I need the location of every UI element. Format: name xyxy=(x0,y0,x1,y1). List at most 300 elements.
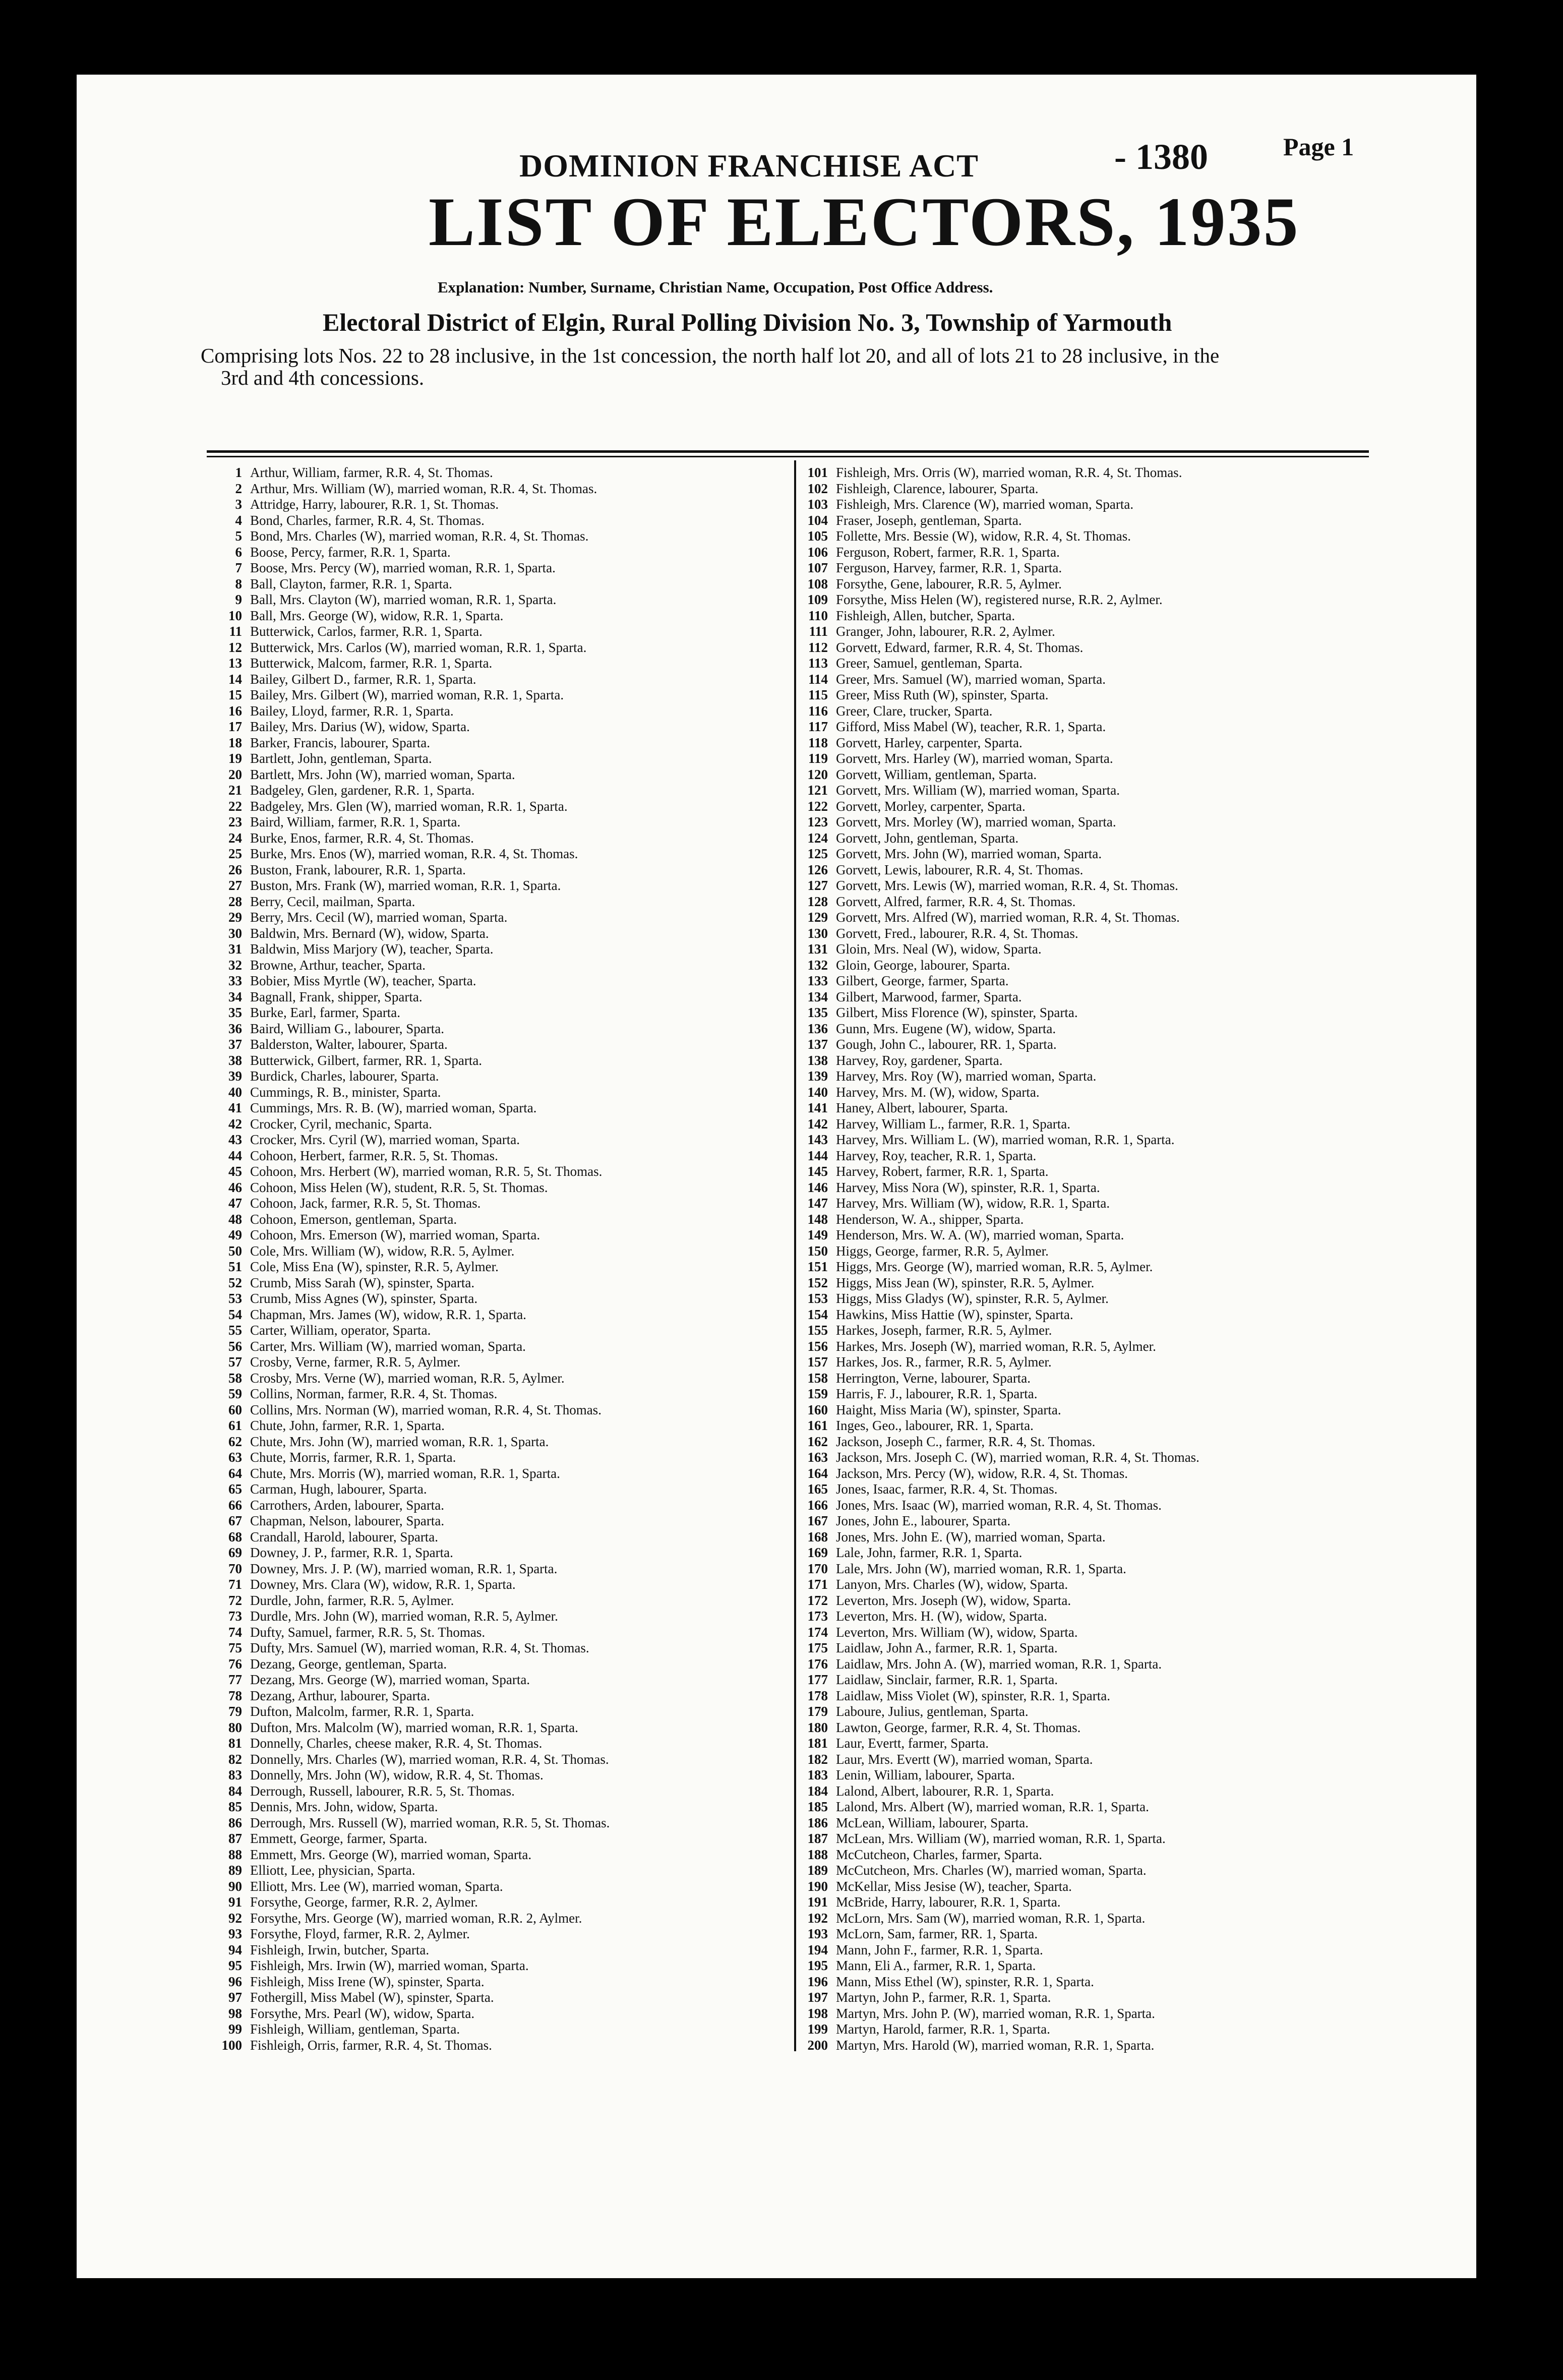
elector-number: 109 xyxy=(807,592,828,607)
elector-number: 1 xyxy=(235,465,242,480)
elector-entry xyxy=(199,1196,792,1212)
elector-entry xyxy=(798,1942,1382,1958)
elector-number: 9 xyxy=(235,592,242,607)
elector-details: Cohoon, Emerson, gentleman, Sparta. xyxy=(250,1211,457,1227)
elector-details: Laboure, Julius, gentleman, Sparta. xyxy=(836,1704,1029,1719)
elector-number: 132 xyxy=(807,957,828,973)
elector-entry xyxy=(199,2038,792,2054)
elector-number: 194 xyxy=(807,1942,828,1957)
elector-details: Buston, Mrs. Frank (W), married woman, R.R. 1, Sparta. xyxy=(250,878,561,893)
elector-entry xyxy=(199,1640,792,1656)
elector-details: Boose, Percy, farmer, R.R. 1, Sparta. xyxy=(250,544,451,560)
elector-number: 161 xyxy=(807,1418,828,1433)
elector-number: 92 xyxy=(228,1910,242,1926)
elector-entry xyxy=(798,687,1382,703)
elector-details: Crosby, Verne, farmer, R.R. 5, Aylmer. xyxy=(250,1354,461,1370)
elector-number: 87 xyxy=(228,1831,242,1846)
elector-number: 147 xyxy=(807,1196,828,1211)
elector-details: Burdick, Charles, labourer, Sparta. xyxy=(250,1068,439,1084)
elector-number: 4 xyxy=(235,512,242,528)
elector-details: Ferguson, Harvey, farmer, R.R. 1, Sparta. xyxy=(836,560,1062,575)
elector-entry xyxy=(798,672,1382,688)
elector-details: Higgs, Miss Gladys (W), spinster, R.R. 5, Aylmer. xyxy=(836,1291,1109,1306)
elector-details: Mann, John F., farmer, R.R. 1, Sparta. xyxy=(836,1942,1043,1957)
elector-number: 19 xyxy=(228,751,242,766)
elector-number: 167 xyxy=(807,1513,828,1528)
elector-details: McLean, William, labourer, Sparta. xyxy=(836,1815,1029,1830)
elector-number: 195 xyxy=(807,1958,828,1973)
elector-entry xyxy=(798,1911,1382,1927)
elector-details: Martyn, Mrs. Harold (W), married woman, R.R. 1, Sparta. xyxy=(836,2037,1155,2053)
elector-number: 30 xyxy=(228,925,242,941)
elector-details: Fishleigh, Mrs. Orris (W), married woman, R.R. 4, St. Thomas. xyxy=(836,465,1182,480)
elector-number: 180 xyxy=(807,1719,828,1735)
elector-details: Baird, William G., labourer, Sparta. xyxy=(250,1021,444,1036)
elector-details: Gorvett, John, gentleman, Sparta. xyxy=(836,830,1019,846)
elector-details: Emmett, George, farmer, Sparta. xyxy=(250,1831,428,1846)
elector-details: Lalond, Mrs. Albert (W), married woman, R.R. 1, Sparta. xyxy=(836,1799,1149,1814)
elector-entry xyxy=(199,910,792,926)
elector-details: Downey, Mrs. Clara (W), widow, R.R. 1, Sparta. xyxy=(250,1577,516,1592)
elector-entry xyxy=(798,1815,1382,1831)
elector-number: 25 xyxy=(228,846,242,861)
elector-number: 134 xyxy=(807,989,828,1004)
electors-column-left xyxy=(199,465,792,2053)
elector-entry xyxy=(199,1720,792,1736)
elector-entry xyxy=(199,719,792,735)
elector-number: 135 xyxy=(807,1005,828,1020)
elector-entry xyxy=(798,497,1382,513)
elector-number: 77 xyxy=(228,1672,242,1687)
elector-details: Burke, Earl, farmer, Sparta. xyxy=(250,1005,401,1020)
elector-entry xyxy=(199,1879,792,1895)
elector-entry xyxy=(199,1498,792,1514)
elector-number: 61 xyxy=(228,1418,242,1433)
elector-number: 191 xyxy=(807,1894,828,1910)
column-divider xyxy=(794,460,796,2051)
elector-entry xyxy=(798,1164,1382,1180)
elector-details: Ball, Mrs. George (W), widow, R.R. 1, Sparta. xyxy=(250,608,504,623)
elector-number: 199 xyxy=(807,2021,828,2037)
elector-number: 60 xyxy=(228,1402,242,1417)
elector-number: 18 xyxy=(228,735,242,750)
elector-number: 133 xyxy=(807,973,828,988)
elector-details: Forsythe, Miss Helen (W), registered nurse, R.R. 2, Aylmer. xyxy=(836,592,1163,607)
document-number: - 1380 xyxy=(1114,137,1208,177)
elector-details: Ferguson, Robert, farmer, R.R. 1, Sparta. xyxy=(836,544,1060,560)
elector-details: Gorvett, Mrs. Alfred (W), married woman, R.R. 4, St. Thomas. xyxy=(836,910,1180,925)
elector-number: 168 xyxy=(807,1529,828,1544)
elector-entry xyxy=(798,1434,1382,1450)
elector-entry xyxy=(798,1720,1382,1736)
elector-number: 43 xyxy=(228,1132,242,1147)
elector-number: 71 xyxy=(228,1577,242,1592)
elector-entry xyxy=(798,2006,1382,2022)
elector-details: Harkes, Mrs. Joseph (W), married woman, R.R. 5, Aylmer. xyxy=(836,1338,1156,1354)
elector-number: 10 xyxy=(228,608,242,623)
elector-entry xyxy=(798,894,1382,910)
elector-entry xyxy=(798,767,1382,783)
elector-number: 47 xyxy=(228,1196,242,1211)
elector-entry xyxy=(798,1466,1382,1482)
elector-number: 52 xyxy=(228,1275,242,1290)
elector-entry xyxy=(798,1990,1382,2006)
elector-details: McBride, Harry, labourer, R.R. 1, Sparta. xyxy=(836,1894,1061,1910)
elector-details: Cohoon, Miss Helen (W), student, R.R. 5, St. Thomas. xyxy=(250,1179,548,1195)
elector-entry xyxy=(798,2021,1382,2038)
elector-entry xyxy=(798,481,1382,497)
elector-number: 144 xyxy=(807,1148,828,1163)
elector-number: 113 xyxy=(808,656,828,671)
elector-entry xyxy=(798,703,1382,720)
elector-entry xyxy=(199,862,792,878)
elector-details: Fishleigh, Mrs. Irwin (W), married woman, Sparta. xyxy=(250,1958,529,1973)
elector-details: Gloin, Mrs. Neal (W), widow, Sparta. xyxy=(836,941,1042,957)
elector-details: McKellar, Miss Jesise (W), teacher, Sparta. xyxy=(836,1878,1072,1894)
elector-details: Henderson, Mrs. W. A. (W), married woman, Sparta. xyxy=(836,1227,1124,1242)
elector-details: Gorvett, Morley, carpenter, Sparta. xyxy=(836,798,1026,814)
elector-details: Harvey, Miss Nora (W), spinster, R.R. 1, Sparta. xyxy=(836,1179,1100,1195)
elector-details: Chute, Mrs. Morris (W), married woman, R.R. 1, Sparta. xyxy=(250,1465,560,1481)
elector-details: Bailey, Mrs. Gilbert (W), married woman, R.R. 1, Sparta. xyxy=(250,687,564,702)
elector-number: 185 xyxy=(807,1799,828,1814)
elector-number: 112 xyxy=(808,639,828,655)
elector-entry xyxy=(199,1577,792,1593)
elector-details: Bond, Charles, farmer, R.R. 4, St. Thomas. xyxy=(250,512,485,528)
elector-entry xyxy=(199,1100,792,1116)
elector-number: 31 xyxy=(228,941,242,957)
elector-details: Forsythe, Mrs. George (W), married woman, R.R. 2, Aylmer. xyxy=(250,1910,582,1926)
elector-entry xyxy=(798,1196,1382,1212)
elector-number: 27 xyxy=(228,878,242,893)
elector-entry xyxy=(199,989,792,1005)
elector-details: Granger, John, labourer, R.R. 2, Aylmer. xyxy=(836,624,1055,639)
elector-number: 102 xyxy=(807,481,828,496)
elector-entry xyxy=(798,1418,1382,1434)
elector-number: 35 xyxy=(228,1005,242,1020)
elector-number: 164 xyxy=(807,1465,828,1481)
elector-entry xyxy=(798,862,1382,878)
elector-number: 178 xyxy=(807,1688,828,1703)
elector-details: Barker, Francis, labourer, Sparta. xyxy=(250,735,430,750)
elector-entry xyxy=(798,640,1382,656)
elector-details: Derrough, Russell, labourer, R.R. 5, St. Thomas. xyxy=(250,1783,515,1799)
elector-entry xyxy=(199,799,792,815)
elector-details: Gilbert, George, farmer, Sparta. xyxy=(836,973,1009,988)
elector-details: Berry, Cecil, mailman, Sparta. xyxy=(250,894,415,909)
elector-entry xyxy=(798,783,1382,799)
elector-details: Martyn, Harold, farmer, R.R. 1, Sparta. xyxy=(836,2021,1050,2037)
elector-number: 162 xyxy=(807,1434,828,1449)
elector-number: 64 xyxy=(228,1465,242,1481)
elector-number: 184 xyxy=(807,1783,828,1799)
explanation-line: Explanation: Number, Surname, Christian Name, Occupation, Post Office Address. xyxy=(438,278,993,296)
elector-entry xyxy=(199,1450,792,1466)
elector-details: Harkes, Jos. R., farmer, R.R. 5, Aylmer. xyxy=(836,1354,1052,1370)
elector-entry xyxy=(798,1926,1382,1942)
elector-number: 57 xyxy=(228,1354,242,1370)
elector-number: 150 xyxy=(807,1243,828,1259)
elector-details: Dufton, Malcolm, farmer, R.R. 1, Sparta. xyxy=(250,1704,474,1719)
elector-details: Gorvett, Edward, farmer, R.R. 4, St. Thomas. xyxy=(836,639,1084,655)
elector-details: Chute, John, farmer, R.R. 1, Sparta. xyxy=(250,1418,445,1433)
elector-number: 11 xyxy=(229,624,242,639)
elector-number: 139 xyxy=(807,1068,828,1084)
elector-entry xyxy=(798,1291,1382,1307)
elector-number: 75 xyxy=(228,1640,242,1655)
elector-number: 93 xyxy=(228,1926,242,1941)
elector-entry xyxy=(798,624,1382,640)
elector-entry xyxy=(798,1085,1382,1101)
elector-details: Higgs, Miss Jean (W), spinster, R.R. 5, Aylmer. xyxy=(836,1275,1095,1290)
elector-number: 125 xyxy=(807,846,828,861)
elector-entry xyxy=(199,1085,792,1101)
elector-entry xyxy=(798,1656,1382,1673)
elector-entry xyxy=(199,1561,792,1577)
elector-number: 131 xyxy=(807,941,828,957)
elector-entry xyxy=(798,1021,1382,1037)
elector-number: 104 xyxy=(807,512,828,528)
elector-entry xyxy=(199,624,792,640)
elector-number: 98 xyxy=(228,2005,242,2021)
elector-details: Donnelly, Charles, cheese maker, R.R. 4, St. Thomas. xyxy=(250,1736,543,1751)
elector-entry xyxy=(199,735,792,751)
elector-number: 62 xyxy=(228,1434,242,1449)
elector-details: Mann, Eli A., farmer, R.R. 1, Sparta. xyxy=(836,1958,1036,1973)
elector-number: 50 xyxy=(228,1243,242,1259)
elector-details: Jones, Mrs. Isaac (W), married woman, R.R. 4, St. Thomas. xyxy=(836,1497,1162,1513)
elector-details: Cohoon, Jack, farmer, R.R. 5, St. Thomas. xyxy=(250,1196,481,1211)
elector-entry xyxy=(798,1307,1382,1323)
elector-details: Fishleigh, Clarence, labourer, Sparta. xyxy=(836,481,1039,496)
elector-details: Carman, Hugh, labourer, Sparta. xyxy=(250,1481,427,1497)
elector-entry xyxy=(798,1529,1382,1545)
elector-number: 149 xyxy=(807,1227,828,1242)
elector-entry xyxy=(798,1799,1382,1815)
elector-number: 51 xyxy=(228,1259,242,1274)
comprising-text xyxy=(201,344,1375,389)
elector-details: Fothergill, Miss Mabel (W), spinster, Sparta. xyxy=(250,1990,494,2005)
elector-entry xyxy=(199,1545,792,1561)
elector-details: Cohoon, Herbert, farmer, R.R. 5, St. Thomas. xyxy=(250,1148,498,1163)
elector-number: 80 xyxy=(228,1719,242,1735)
elector-number: 40 xyxy=(228,1084,242,1100)
elector-number: 78 xyxy=(228,1688,242,1703)
elector-entry xyxy=(199,1752,792,1768)
elector-details: Laur, Mrs. Evertt (W), married woman, Sparta. xyxy=(836,1751,1093,1767)
elector-details: Harris, F. J., labourer, R.R. 1, Sparta. xyxy=(836,1386,1038,1401)
elector-details: Fishleigh, Irwin, butcher, Sparta. xyxy=(250,1942,430,1957)
elector-entry xyxy=(199,640,792,656)
elector-details: Donnelly, Mrs. John (W), widow, R.R. 4, St. Thomas. xyxy=(250,1767,544,1782)
elector-number: 165 xyxy=(807,1481,828,1497)
elector-number: 72 xyxy=(228,1592,242,1608)
elector-details: Harvey, Robert, farmer, R.R. 1, Sparta. xyxy=(836,1164,1049,1179)
elector-number: 122 xyxy=(807,798,828,814)
elector-number: 88 xyxy=(228,1847,242,1862)
elector-number: 187 xyxy=(807,1831,828,1846)
elector-number: 82 xyxy=(228,1751,242,1767)
elector-number: 73 xyxy=(228,1609,242,1624)
electors-column-right xyxy=(798,465,1382,2053)
elector-number: 21 xyxy=(228,783,242,798)
elector-number: 86 xyxy=(228,1815,242,1830)
elector-number: 89 xyxy=(228,1863,242,1878)
elector-details: Leverton, Mrs. Joseph (W), widow, Sparta. xyxy=(836,1592,1071,1608)
elector-details: Haight, Miss Maria (W), spinster, Sparta. xyxy=(836,1402,1061,1417)
elector-entry xyxy=(199,1180,792,1196)
elector-entry xyxy=(199,1116,792,1133)
elector-number: 179 xyxy=(807,1704,828,1719)
elector-entry xyxy=(199,1164,792,1180)
elector-number: 189 xyxy=(807,1863,828,1878)
elector-number: 45 xyxy=(228,1164,242,1179)
elector-details: Fishleigh, Orris, farmer, R.R. 4, St. Thomas. xyxy=(250,2037,492,2053)
elector-details: Dufty, Mrs. Samuel (W), married woman, R.R. 4, St. Thomas. xyxy=(250,1640,589,1655)
elector-number: 3 xyxy=(235,497,242,512)
elector-number: 156 xyxy=(807,1338,828,1354)
elector-number: 81 xyxy=(228,1736,242,1751)
elector-details: Jones, Isaac, farmer, R.R. 4, St. Thomas. xyxy=(836,1481,1058,1497)
elector-number: 176 xyxy=(807,1656,828,1672)
elector-details: Butterwick, Malcom, farmer, R.R. 1, Sparta. xyxy=(250,656,493,671)
elector-entry xyxy=(199,1323,792,1339)
elector-number: 53 xyxy=(228,1291,242,1306)
elector-number: 116 xyxy=(808,703,828,719)
elector-entry xyxy=(798,1005,1382,1021)
elector-details: Laidlaw, Mrs. John A. (W), married woman, R.R. 1, Sparta. xyxy=(836,1656,1162,1672)
elector-details: Harkes, Joseph, farmer, R.R. 5, Aylmer. xyxy=(836,1323,1052,1338)
elector-number: 186 xyxy=(807,1815,828,1830)
elector-entry xyxy=(798,910,1382,926)
elector-number: 188 xyxy=(807,1847,828,1862)
elector-entry xyxy=(199,1736,792,1752)
elector-entry xyxy=(798,1100,1382,1116)
elector-number: 120 xyxy=(807,766,828,782)
elector-number: 68 xyxy=(228,1529,242,1544)
elector-entry xyxy=(798,1180,1382,1196)
elector-details: Fishleigh, William, gentleman, Sparta. xyxy=(250,2021,460,2037)
elector-details: Gorvett, Lewis, labourer, R.R. 4, St. Thomas. xyxy=(836,862,1084,877)
elector-entry xyxy=(798,1783,1382,1800)
elector-entry xyxy=(199,973,792,989)
elector-entry xyxy=(199,545,792,561)
elector-number: 198 xyxy=(807,2005,828,2021)
elector-number: 106 xyxy=(807,544,828,560)
elector-entry xyxy=(199,814,792,830)
elector-details: Martyn, Mrs. John P. (W), married woman, R.R. 1, Sparta. xyxy=(836,2005,1155,2021)
elector-number: 26 xyxy=(228,862,242,877)
elector-number: 183 xyxy=(807,1767,828,1782)
elector-number: 130 xyxy=(807,925,828,941)
elector-details: Fishleigh, Miss Irene (W), spinster, Sparta. xyxy=(250,1974,485,1989)
elector-entry xyxy=(199,1259,792,1275)
elector-entry xyxy=(798,1863,1382,1879)
elector-details: Martyn, John P., farmer, R.R. 1, Sparta. xyxy=(836,1990,1051,2005)
elector-entry xyxy=(199,1767,792,1783)
elector-entry xyxy=(798,1386,1382,1402)
elector-entry xyxy=(798,608,1382,624)
elector-entry xyxy=(798,1974,1382,1990)
elector-number: 20 xyxy=(228,766,242,782)
elector-details: Crocker, Mrs. Cyril (W), married woman, Sparta. xyxy=(250,1132,520,1147)
elector-details: Gorvett, Mrs. John (W), married woman, Sparta. xyxy=(836,846,1102,861)
elector-details: Dezang, Mrs. George (W), married woman, Sparta. xyxy=(250,1672,530,1687)
elector-entry xyxy=(199,1418,792,1434)
elector-details: Chute, Morris, farmer, R.R. 1, Sparta. xyxy=(250,1450,456,1465)
elector-entry xyxy=(199,878,792,894)
elector-entry xyxy=(798,751,1382,767)
elector-entry xyxy=(798,814,1382,830)
elector-details: Greer, Clare, trucker, Sparta. xyxy=(836,703,993,719)
elector-entry xyxy=(199,1990,792,2006)
elector-entry xyxy=(798,958,1382,974)
elector-details: Carrothers, Arden, labourer, Sparta. xyxy=(250,1497,445,1513)
elector-entry xyxy=(199,703,792,720)
elector-details: Downey, J. P., farmer, R.R. 1, Sparta. xyxy=(250,1545,453,1560)
elector-details: Baird, William, farmer, R.R. 1, Sparta. xyxy=(250,814,461,829)
elector-number: 190 xyxy=(807,1878,828,1894)
elector-entry xyxy=(798,1354,1382,1371)
elector-number: 37 xyxy=(228,1037,242,1052)
elector-details: McCutcheon, Charles, farmer, Sparta. xyxy=(836,1847,1043,1862)
elector-details: Jones, Mrs. John E. (W), married woman, Sparta. xyxy=(836,1529,1106,1544)
elector-details: Lalond, Albert, labourer, R.R. 1, Sparta. xyxy=(836,1783,1054,1799)
elector-details: Gorvett, Fred., labourer, R.R. 4, St. Thomas. xyxy=(836,925,1078,941)
elector-entry xyxy=(798,1688,1382,1704)
elector-number: 159 xyxy=(807,1386,828,1401)
elector-number: 59 xyxy=(228,1386,242,1401)
elector-number: 170 xyxy=(807,1561,828,1576)
elector-number: 56 xyxy=(228,1338,242,1354)
elector-details: Downey, Mrs. J. P. (W), married woman, R.R. 1, Sparta. xyxy=(250,1561,558,1576)
elector-entry xyxy=(798,528,1382,545)
elector-number: 90 xyxy=(228,1878,242,1894)
elector-entry xyxy=(199,1037,792,1053)
elector-number: 97 xyxy=(228,1990,242,2005)
elector-number: 148 xyxy=(807,1211,828,1227)
elector-details: Gough, John C., labourer, RR. 1, Sparta. xyxy=(836,1037,1057,1052)
elector-number: 5 xyxy=(235,528,242,544)
elector-entry xyxy=(798,1831,1382,1847)
elector-details: Elliott, Mrs. Lee (W), married woman, Sparta. xyxy=(250,1878,503,1894)
comprising-line-1: Comprising lots Nos. 22 to 28 inclusive, in the 1st concession, the north half lot 20, and all of lots 21 to 28 inclusive, in the xyxy=(201,344,1220,367)
elector-entry xyxy=(199,1053,792,1069)
elector-entry xyxy=(199,783,792,799)
elector-entry xyxy=(798,989,1382,1005)
elector-number: 158 xyxy=(807,1370,828,1386)
elector-details: Laidlaw, John A., farmer, R.R. 1, Sparta. xyxy=(836,1640,1058,1655)
elector-details: Chapman, Mrs. James (W), widow, R.R. 1, Sparta. xyxy=(250,1306,526,1322)
elector-entry xyxy=(798,1259,1382,1275)
elector-details: Lale, Mrs. John (W), married woman, R.R. 1, Sparta. xyxy=(836,1561,1126,1576)
elector-number: 38 xyxy=(228,1052,242,1068)
elector-number: 182 xyxy=(807,1751,828,1767)
elector-number: 39 xyxy=(228,1068,242,1084)
elector-number: 153 xyxy=(807,1291,828,1306)
elector-number: 49 xyxy=(228,1227,242,1242)
elector-details: Chapman, Nelson, labourer, Sparta. xyxy=(250,1513,445,1528)
elector-details: Forsythe, Floyd, farmer, R.R. 2, Aylmer. xyxy=(250,1926,470,1941)
elector-number: 175 xyxy=(807,1640,828,1655)
elector-entry xyxy=(798,1498,1382,1514)
elector-number: 48 xyxy=(228,1211,242,1227)
elector-number: 13 xyxy=(228,656,242,671)
elector-number: 138 xyxy=(807,1052,828,1068)
elector-entry xyxy=(199,1005,792,1021)
elector-entry xyxy=(798,2038,1382,2054)
elector-number: 155 xyxy=(807,1323,828,1338)
